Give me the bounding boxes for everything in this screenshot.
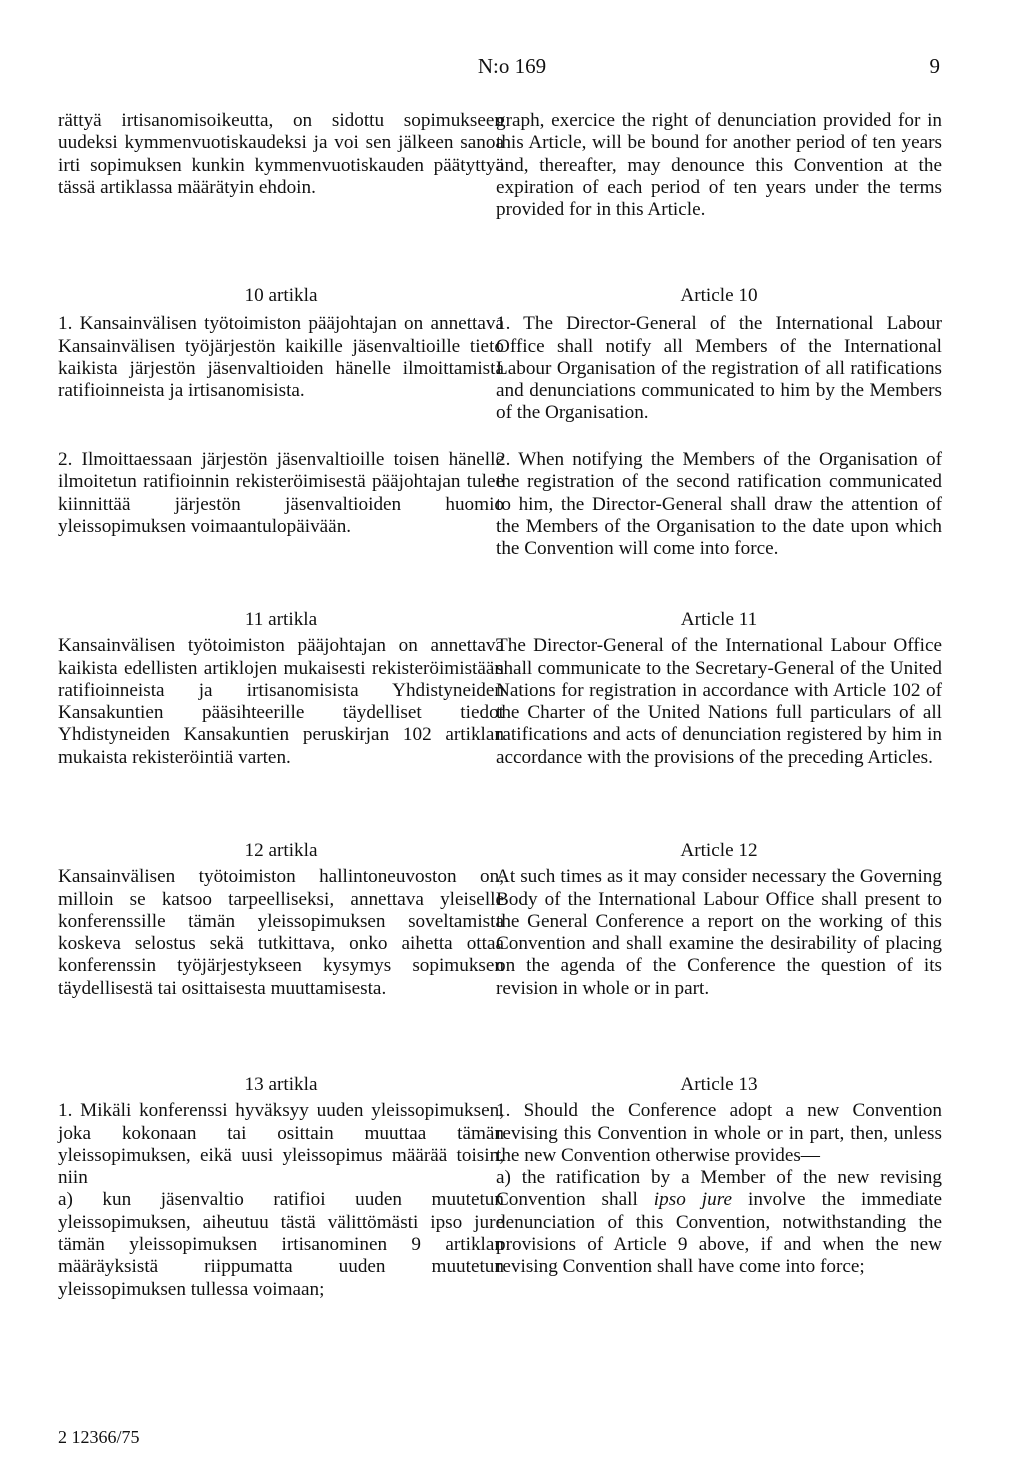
- page-number: 9: [929, 54, 940, 78]
- finnish-column: [58, 110, 504, 199]
- print-code-footer: 2 12366/75: [58, 1427, 140, 1447]
- en-item-a-text-before: a) the ratification by a Member of the new revising Convention shall: [496, 1167, 942, 1211]
- en-article-13: [496, 1074, 942, 1279]
- en-article-13-item-a: [496, 1167, 942, 1278]
- fi-article-11-heading: 11 artikla: [244, 609, 318, 630]
- fi-article-10-heading: 10 artikla: [244, 285, 318, 306]
- en-article-13-paragraph-1: 1. Should the Conference adopt a new Convention revising this Convention in whole or in part, then, unless the new Convention otherwise provides—: [496, 1100, 942, 1166]
- fi-article-13: [58, 1074, 504, 1301]
- fi-article-12-paragraph: Kansainvälisen työtoimiston hallintoneuvoston on, milloin se katsoo tarpeelliseksi, annettava yleiselle konferenssille tämän yleissopimuksen soveltamista koskeva selostus sekä tutkittava, onko aihetta ottaa konferenssin työjärjestykseen kysymys sopimuksen täydellisestä tai osittaisesta muuttamisesta.: [58, 866, 504, 999]
- fi-article-10-paragraph-1: 1. Kansainvälisen työtoimiston pääjohtajan on annettava Kansainvälisen työjärjestön kaikille jäsenvaltioille tieto kaikista järjestön jäsenvaltioiden hänelle ilmoittamista ratifioinneista ja irtisanomisista.: [58, 313, 504, 402]
- en-item-a-text-after: involve the immediate denunciation of this Convention, notwithstanding the provisions of Article 9 above, if and when the new revising Convention shall have come into force;: [496, 1189, 943, 1278]
- en-article-11-paragraph: The Director-General of the International Labour Office shall communicate to the Secretary-General of the United Nations for registration in accordance with Article 102 of the Charter of the United Nations full particulars of all ratifications and acts of denunciation registered by him in accordance with the provisions of the preceding Articles.: [496, 635, 942, 768]
- fi-article-13-paragraph-1: 1. Mikäli konferenssi hyväksyy uuden yleissopimuksen, joka kokonaan tai osittain muuttaa tämän yleissopimuksen, eikä uusi yleissopimus määrää toisin, niin: [58, 1100, 504, 1189]
- fi-article-10-p2-block: [58, 449, 504, 538]
- en-article-10-paragraph-2: 2. When notifying the Members of the Organisation of the registration of the second ratification communicated to him, the Director-General shall draw the attention of the Members of the Organisation to the date upon which the Convention will come into force.: [496, 449, 942, 560]
- en-continuation-paragraph: graph, exercice the right of denunciation provided for in this Article, will be bound for another period of ten years and, thereafter, may denounce this Convention at the expiration of each period of ten years under the terms provided for in this Article.: [496, 110, 942, 221]
- en-article-10-heading: Article 10: [680, 285, 758, 306]
- en-article-13-heading: Article 13: [680, 1074, 758, 1095]
- fi-article-12-heading: 12 artikla: [244, 840, 318, 861]
- en-article-11: [496, 609, 942, 769]
- en-article-10-p2-block: [496, 449, 942, 560]
- fi-continuation-paragraph: rättyä irtisanomisoikeutta, on sidottu sopimukseen uudeksi kymmenvuotiskaudeksi ja voi sen jälkeen sanoa irti sopimuksen kunkin kymmenvuotiskauden päätyttyä tässä artiklassa määrätyin ehdoin.: [58, 110, 504, 198]
- en-article-11-heading: Article 11: [680, 609, 758, 630]
- english-column: [496, 110, 942, 221]
- fi-article-13-heading: 13 artikla: [244, 1074, 318, 1095]
- fi-article-11: [58, 609, 504, 769]
- en-article-12-paragraph: At such times as it may consider necessary the Governing Body of the International Labour Office shall present to the General Conference a report on the working of this Convention and shall examine the desirability of placing on the agenda of the Conference the question of its revision in whole or in part.: [496, 866, 942, 999]
- en-item-a-ipso-jure: ipso jure: [653, 1189, 732, 1211]
- fi-article-12: [58, 840, 504, 1000]
- fi-article-10-paragraph-2: 2. Ilmoittaessaan järjestön jäsenvaltioille toisen hänelle ilmoitetun ratifioinnin rekisteröimisestä pääjohtajan tulee kiinnittää järjestön jäsenvaltioiden huomio yleissopimuksen voimaantulopäivään.: [58, 449, 504, 537]
- convention-number: N:o 169: [477, 54, 547, 78]
- fi-article-10: [58, 285, 504, 402]
- fi-article-13-item-a: a) kun jäsenvaltio ratifioi uuden muutetun yleissopimuksen, aiheutuu tästä välittömästi ipso jure tämän yleissopimuksen irtisanominen 9 artiklan määräyksistä riippumatta uuden muutetun yleissopimuksen tullessa voimaan;: [58, 1189, 504, 1300]
- en-article-12: [496, 840, 942, 1000]
- en-article-10: [496, 285, 942, 425]
- en-article-12-heading: Article 12: [680, 840, 758, 861]
- en-article-10-paragraph-1: 1. The Director-General of the International Labour Office shall notify all Members of the International Labour Organisation of the registration of all ratifications and denunciations communicated to him by the Members of the Organisation.: [496, 313, 942, 424]
- fi-article-11-paragraph: Kansainvälisen työtoimiston pääjohtajan on annettava kaikista edellisten artiklojen mukaisesti rekisteröimistään ratifioinneista ja irtisanomisista Yhdistyneiden Kansakuntien pääsihteerille täydelliset tiedot Yhdistyneiden Kansakuntien peruskirjan 102 artiklan mukaista rekisteröintiä varten.: [58, 635, 504, 768]
